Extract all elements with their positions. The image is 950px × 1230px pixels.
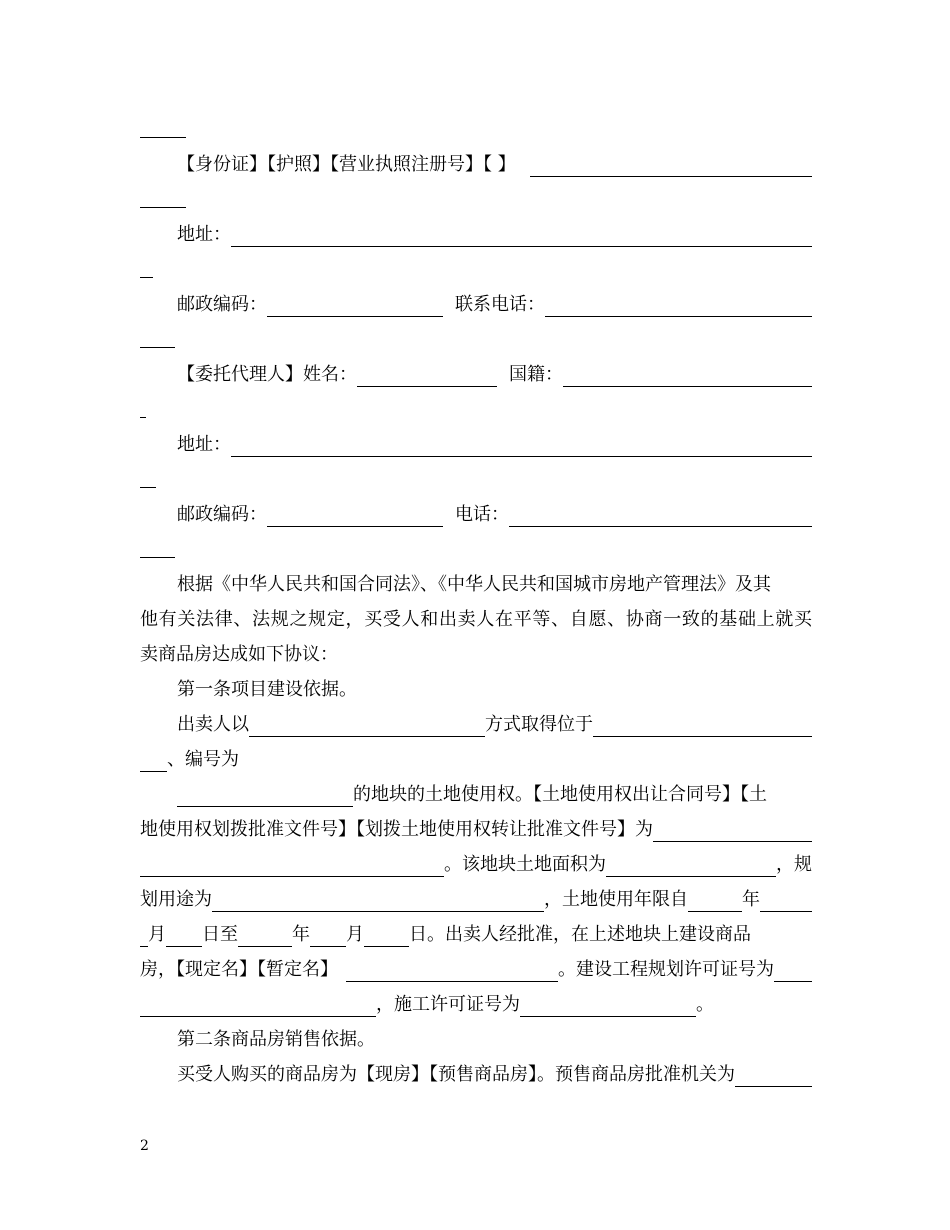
- year-text: 年: [742, 889, 760, 910]
- agent-name-field[interactable]: [357, 368, 497, 387]
- article-2-text: 买受人购买的商品房为【现房】【预售商品房】。预售商品房批准机关为: [177, 1064, 735, 1085]
- end-month-field[interactable]: [310, 928, 346, 947]
- planning-permit-field[interactable]: [774, 963, 812, 982]
- agent-row: [177, 363, 812, 387]
- start-year-field[interactable]: [688, 893, 742, 912]
- address-row: [177, 223, 812, 247]
- number-is-text: 、编号为: [167, 749, 239, 770]
- page-number: 2: [140, 1138, 149, 1154]
- acquisition-method-field[interactable]: [249, 718, 485, 737]
- blank-line: [140, 347, 175, 348]
- permit-is-text: 。建设工程规划许可证号为: [558, 959, 774, 980]
- contact-phone-field[interactable]: [545, 298, 812, 317]
- agent-address-row: [177, 433, 812, 457]
- land-use-right-text: 的地块的土地使用权。【土地使用权出让合同号】【土: [353, 784, 767, 805]
- approval-authority-field[interactable]: [735, 1068, 812, 1087]
- seller-by-text: 出卖人以: [177, 714, 249, 735]
- article-1-line-4: [140, 818, 812, 842]
- id-type-options: 【身份证】【护照】【营业执照注册号】【 】: [177, 154, 516, 175]
- nationality-field[interactable]: [563, 368, 812, 387]
- article-2-line-1: [177, 1063, 812, 1087]
- preamble-line-3: 卖商品房达成如下协议：: [140, 644, 338, 665]
- article-1-line-5: [140, 853, 812, 877]
- term-from-text: ，土地使用年限自: [544, 889, 688, 910]
- agent-address-label: 地址：: [177, 434, 231, 455]
- nationality-label: 国籍：: [509, 364, 563, 385]
- blank-line: [140, 557, 175, 558]
- article-1-line-9: [140, 993, 812, 1017]
- contact-phone-label: 联系电话：: [455, 294, 545, 315]
- blank-line: [140, 417, 146, 418]
- article-2-title: 第二条商品房销售依据。: [177, 1029, 375, 1050]
- article-1-line-8: [140, 958, 812, 982]
- start-month-field-cont[interactable]: [140, 928, 148, 947]
- article-1-line-3: [177, 783, 812, 807]
- comma-plan-text: ，规: [776, 854, 812, 875]
- start-month-field[interactable]: [760, 893, 812, 912]
- planning-permit-field-cont[interactable]: [140, 998, 376, 1017]
- article-1-line-1: [177, 713, 812, 737]
- approval-docs-text: 地使用权划拨批准文件号】【划拨土地使用权转让批准文件号】为: [140, 819, 653, 840]
- phone-label: 电话：: [455, 504, 509, 525]
- postcode-label: 邮政编码：: [177, 294, 267, 315]
- plot-number-field[interactable]: [177, 788, 353, 807]
- blank-line: [140, 137, 186, 138]
- agent-postcode-label: 邮政编码：: [177, 504, 267, 525]
- blank-line: [140, 277, 153, 278]
- house-names-text: 房，【现定名】【暂定名】: [140, 959, 338, 980]
- location-field-cont[interactable]: [140, 753, 167, 772]
- start-day-field[interactable]: [166, 928, 202, 947]
- agent-name-label: 【委托代理人】姓名：: [177, 364, 357, 385]
- address-field[interactable]: [231, 228, 812, 247]
- preamble-line-2: 他有关法律、法规之规定，买受人和出卖人在平等、自愿、协商一致的基础上就买: [140, 609, 812, 630]
- construction-permit-text: ，施工许可证号为: [376, 994, 520, 1015]
- year2-text: 年: [292, 924, 310, 945]
- blank-line: [140, 487, 156, 488]
- article-1-line-6: [140, 888, 812, 912]
- purpose-is-text: 划用途为: [140, 889, 212, 910]
- land-area-field[interactable]: [606, 858, 776, 877]
- day-to-text: 日至: [202, 924, 238, 945]
- agent-postcode-row: [177, 503, 812, 527]
- project-name-field[interactable]: [346, 963, 558, 982]
- month2-text: 月: [346, 924, 364, 945]
- preamble-line-1: 根据《中华人民共和国合同法》、《中华人民共和国城市房地产管理法》及其: [177, 574, 771, 595]
- obtain-method-text: 方式取得位于: [485, 714, 593, 735]
- location-field[interactable]: [593, 718, 812, 737]
- phone-field[interactable]: [509, 508, 812, 527]
- approval-number-field[interactable]: [653, 823, 812, 842]
- address-label: 地址：: [177, 224, 231, 245]
- day-end-text: 日。出卖人经批准，在上述地块上建设商品: [409, 924, 751, 945]
- end-day-field[interactable]: [364, 928, 409, 947]
- land-purpose-field[interactable]: [212, 893, 544, 912]
- area-is-text: 。该地块土地面积为: [444, 854, 606, 875]
- id-type-row: [177, 153, 812, 177]
- postcode-field[interactable]: [267, 298, 443, 317]
- article-1-title: 第一条项目建设依据。: [177, 679, 357, 700]
- agent-address-field[interactable]: [231, 438, 812, 457]
- agent-postcode-field[interactable]: [267, 508, 443, 527]
- article-1-line-7: [140, 923, 812, 947]
- blank-line: [140, 207, 186, 208]
- approval-number-field-cont[interactable]: [140, 858, 444, 877]
- construction-permit-field[interactable]: [520, 998, 696, 1017]
- end-year-field[interactable]: [238, 928, 292, 947]
- end-text: 。: [696, 994, 714, 1015]
- article-1-line-2: [140, 748, 812, 772]
- postcode-row: [177, 293, 812, 317]
- month-text: 月: [148, 924, 166, 945]
- id-number-field[interactable]: [530, 158, 812, 177]
